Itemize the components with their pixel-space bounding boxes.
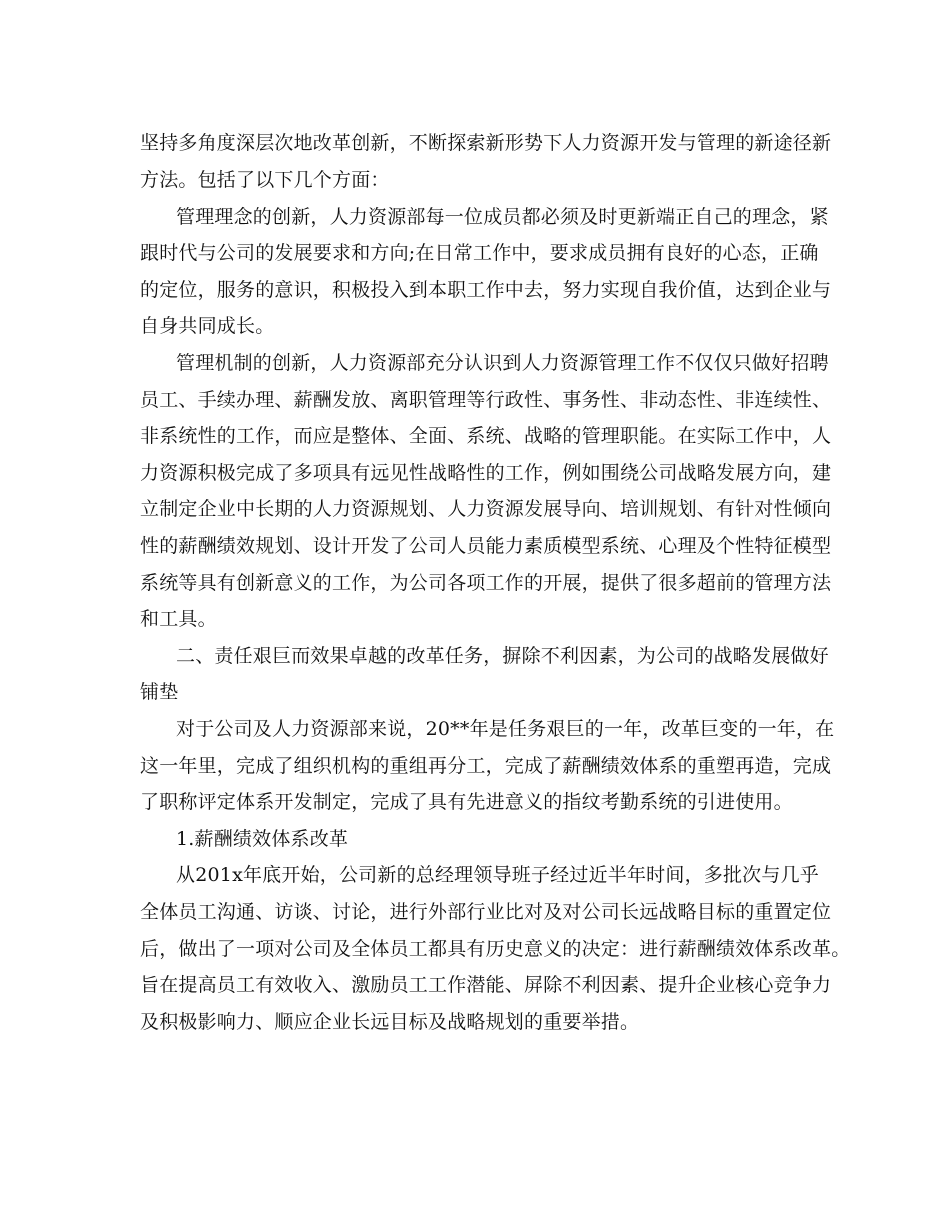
text-line: 系统等具有创新意义的工作，为公司各项工作的开展，提供了很多超前的管理方法: [140, 572, 832, 594]
section-heading-line: 二、责任艰巨而效果卓越的改革任务，摒除不利因素，为公司的战略发展做好: [176, 645, 829, 667]
text-line: 跟时代与公司的发展要求和方向;在日常工作中，要求成员拥有良好的心态，正确: [140, 242, 819, 264]
text-line: 旨在提高员工有效收入、激励员工工作潜能、屏除不利因素、提升企业核心竞争力: [140, 974, 832, 996]
text-line: 和工具。: [140, 608, 217, 630]
text-line: 的定位，服务的意识，积极投入到本职工作中去，努力实现自我价值，达到企业与: [140, 279, 832, 301]
text-line: 了职称评定体系开发制定，完成了具有先进意义的指纹考勤系统的引进使用。: [140, 791, 793, 813]
text-line: 立制定企业中长期的人力资源规划、人力资源发展导向、培训规划、有针对性倾向: [140, 498, 832, 520]
text-line: 这一年里，完成了组织机构的重组再分工，完成了薪酬绩效体系的重塑再造，完成: [140, 755, 832, 777]
paragraph-start-line: 管理理念的创新，人力资源部每一位成员都必须及时更新端正自己的理念，紧: [176, 206, 829, 228]
text-line: 力资源积极完成了多项具有远见性战略性的工作，例如围绕公司战略发展方向，建: [140, 462, 832, 484]
text-line: 自身共同成长。: [140, 315, 275, 337]
text-line: 后，做出了一项对公司及全体员工都具有历史意义的决定：进行薪酬绩效体系改革。: [140, 938, 851, 960]
subsection-heading: 1.薪酬绩效体系改革: [176, 828, 349, 850]
text-line: 性的薪酬绩效规划、设计开发了公司人员能力素质模型系统、心理及个性特征模型: [140, 535, 832, 557]
text-line: 全体员工沟通、访谈、讨论，进行外部行业比对及对公司长远战略目标的重置定位: [140, 901, 832, 923]
section-heading-line: 铺垫: [140, 681, 179, 703]
paragraph-start-line: 从201x年底开始，公司新的总经理领导班子经过近半年时间，多批次与几乎: [176, 864, 819, 886]
text-line: 方法。包括了以下几个方面：: [140, 169, 390, 191]
text-line: 坚持多角度深层次地改革创新，不断探索新形势下人力资源开发与管理的新途径新: [140, 132, 832, 154]
text-line: 非系统性的工作，而应是整体、全面、系统、战略的管理职能。在实际工作中，人: [140, 425, 832, 447]
text-line: 及积极影响力、顺应企业长远目标及战略规划的重要举措。: [140, 1011, 640, 1033]
paragraph-start-line: 管理机制的创新，人力资源部充分认识到人力资源管理工作不仅仅只做好招聘: [176, 352, 829, 374]
paragraph-start-line: 对于公司及人力资源部来说，20**年是任务艰巨的一年，改革巨变的一年，在: [176, 718, 835, 740]
text-line: 员工、手续办理、薪酬发放、离职管理等行政性、事务性、非动态性、非连续性、: [140, 389, 832, 411]
